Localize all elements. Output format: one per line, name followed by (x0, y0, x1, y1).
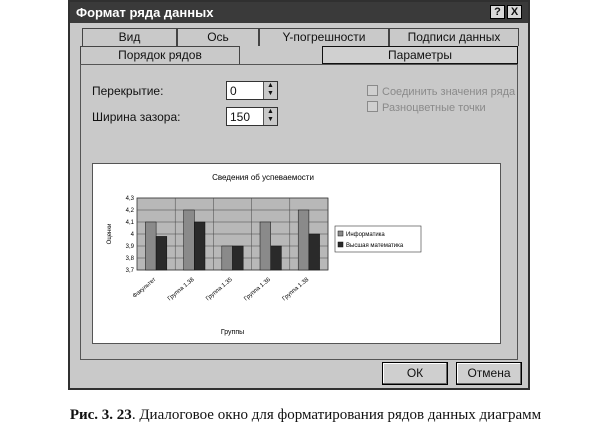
vary-colors-checkbox[interactable] (367, 101, 486, 114)
tab-y-error-bars[interactable]: Y-погрешности (259, 28, 389, 46)
overlap-spinner[interactable] (226, 81, 278, 100)
cancel-button[interactable]: Отмена (456, 362, 522, 385)
overlap-label: Перекрытие: (92, 84, 164, 98)
tab-options[interactable]: Параметры (322, 46, 518, 64)
x-tick-label: Группа 1.35 (205, 276, 234, 303)
title-bar (70, 2, 528, 23)
legend-label: Информатика (346, 232, 385, 238)
bar-2 (309, 234, 320, 270)
format-series-dialog (68, 0, 530, 390)
tab-series-order[interactable]: Порядок рядов (80, 46, 240, 64)
x-tick-label: Группа 1.36 (243, 276, 272, 303)
bar-1 (145, 222, 156, 270)
close-button[interactable]: X (507, 5, 522, 19)
caption-text: . Диалоговое окно для форматирования рядов данных диаграмм (131, 407, 542, 423)
y-tick-label: 3,8 (125, 256, 134, 262)
figure-caption (0, 407, 611, 424)
tab-view[interactable]: Вид (82, 28, 177, 46)
gap-spin-arrows[interactable]: ▲ ▼ (263, 108, 277, 125)
tab-data-labels[interactable]: Подписи данных (389, 28, 519, 46)
y-tick-label: 4,3 (125, 196, 134, 202)
bar-2 (233, 246, 244, 270)
tab-axis[interactable]: Ось (177, 28, 259, 46)
join-series-label: Соединить значения ряда (382, 86, 516, 98)
legend-label: Высшая математика (346, 243, 404, 249)
bar-1 (298, 210, 309, 270)
x-axis-label: Группы (220, 329, 245, 336)
gap-width-value[interactable]: 150 (230, 110, 251, 124)
bar-1 (260, 222, 271, 270)
y-tick-label: 4 (130, 232, 134, 238)
y-tick-label: 3,7 (125, 268, 134, 274)
x-tick-label: Факультет (131, 276, 158, 300)
y-tick-label: 3,9 (125, 244, 134, 250)
bar-2 (156, 236, 167, 270)
bar-1 (184, 210, 195, 270)
chart-title: Сведения об успеваемости (212, 173, 314, 182)
join-series-box[interactable] (367, 85, 378, 96)
chart-preview (92, 163, 501, 344)
overlap-value[interactable]: 0 (230, 84, 237, 98)
bar-2 (194, 222, 205, 270)
y-tick-label: 4,2 (125, 208, 134, 214)
y-tick-label: 4,1 (125, 220, 134, 226)
gap-width-label: Ширина зазора: (92, 110, 181, 124)
join-series-checkbox[interactable] (367, 85, 515, 98)
dialog-title: Формат ряда данных (76, 5, 214, 20)
vary-colors-label: Разноцветные точки (382, 102, 486, 114)
ok-button[interactable]: ОК (382, 362, 448, 385)
y-axis-label: Оценки (107, 223, 113, 245)
help-button[interactable]: ? (490, 5, 505, 19)
bar-2 (271, 246, 282, 270)
overlap-spin-arrows[interactable]: ▲ ▼ (263, 82, 277, 99)
caption-number: Рис. 3. 23 (69, 407, 132, 423)
x-tick-label: Группа 1.38 (166, 276, 196, 303)
legend-swatch (338, 231, 343, 236)
vary-colors-box[interactable] (367, 101, 378, 112)
x-tick-label: Группа 1.38 (281, 276, 311, 303)
legend-swatch (338, 242, 343, 247)
chart-svg (93, 164, 500, 343)
bar-1 (222, 246, 233, 270)
gap-width-spinner[interactable] (226, 107, 278, 126)
